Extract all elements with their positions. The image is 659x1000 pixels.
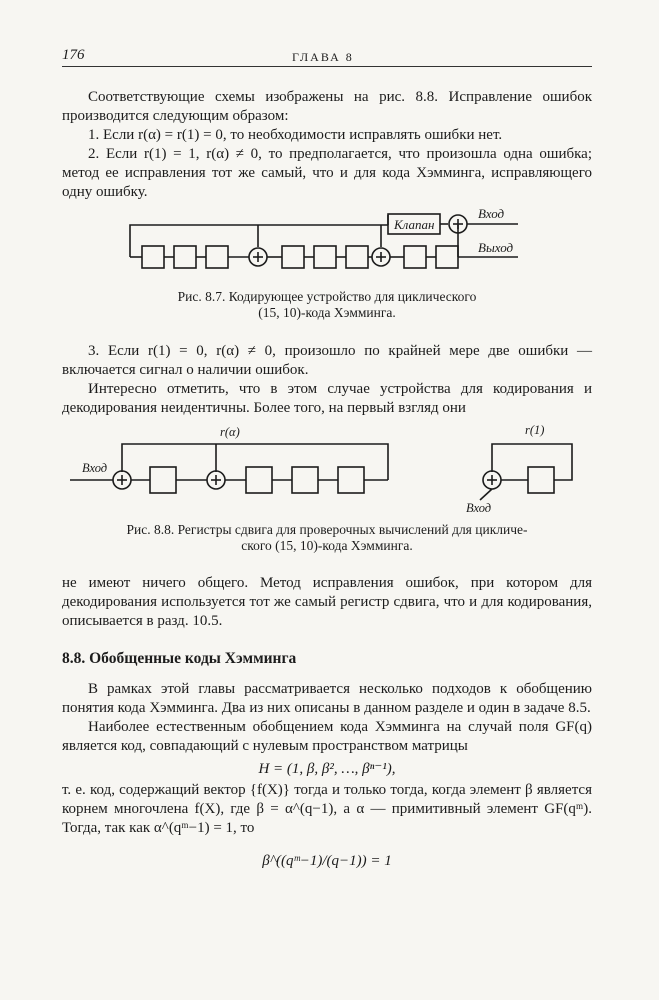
shift-register-cell <box>314 246 336 268</box>
left-feedback-loop <box>122 444 388 480</box>
shift-register-cell <box>150 467 176 493</box>
input-wire <box>480 489 492 500</box>
shift-register-cell <box>282 246 304 268</box>
middle-block <box>62 342 592 418</box>
caption-line: Рис. 8.7. Кодирующее устройство для циклического <box>177 289 477 304</box>
shift-register-cell <box>436 246 458 268</box>
paragraph: В рамках этой главы рассматривается несколько подходов к обобщению понятия кода Хэмминга. Два из них описаны в данном разделе и один в задаче 8.5. <box>62 681 592 716</box>
figure-8-8-caption <box>62 522 592 554</box>
caption-line: ского (15, 10)-кода Хэмминга. <box>241 538 413 553</box>
right-feedback-loop <box>492 444 572 480</box>
caption-line: (15, 10)-кода Хэмминга. <box>258 305 396 320</box>
shift-register-cell <box>246 467 272 493</box>
outer-feedback-loop <box>130 225 388 257</box>
header-rule <box>62 66 592 67</box>
figure-8-7-diagram <box>118 205 528 285</box>
caption-line: Рис. 8.8. Регистры сдвига для проверочных вычислений для цикличе- <box>126 522 528 537</box>
after-figure-block <box>62 574 592 631</box>
paragraph: не имеют ничего общего. Метод исправления ошибок, при котором для декодирования используется тот же самый регистр сдвига, что и для кодирования, описывается в разд. 10.5. <box>62 575 592 629</box>
shift-register-cell <box>346 246 368 268</box>
shift-register-cell <box>142 246 164 268</box>
running-title: ГЛАВА 8 <box>292 50 354 64</box>
valve-label: Клапан <box>394 217 435 232</box>
intro-paragraph: Соответствующие схемы изображены на рис. 8.8. Исправление ошибок производится следующим образом: <box>62 89 592 124</box>
shift-register-cell <box>528 467 554 493</box>
intro-block <box>62 88 592 202</box>
list-item-3: 3. Если r(1) = 0, r(α) ≠ 0, произошло по крайней мере две ошибки — включается сигнал о наличии ошибок. <box>62 343 592 378</box>
shift-register-cell <box>292 467 318 493</box>
section-block <box>62 680 592 871</box>
page-number: 176 <box>62 47 85 63</box>
figure-8-8-diagram <box>70 420 590 515</box>
shift-register-cell <box>174 246 196 268</box>
shift-register-cell <box>338 467 364 493</box>
input-label-right: Вход <box>466 501 492 515</box>
list-item-2: 2. Если r(1) = 1, r(α) ≠ 0, то предполагается, что произошла одна ошибка; метод ее исправления тот же самый, что и для кода Хэмминга, исправляющего одну ошибку. <box>62 146 592 200</box>
output-label: Выход <box>478 240 514 255</box>
final-formula: β^((qᵐ−1)/(q−1)) = 1 <box>262 853 392 869</box>
list-item-1: 1. Если r(α) = r(1) = 0, то необходимости исправлять ошибки нет. <box>88 127 503 143</box>
input-label: Вход <box>478 206 505 221</box>
label-r-one: r(1) <box>525 423 545 437</box>
middle-paragraph: Интересно отметить, что в этом случае устройства для кодирования и декодирования неидентичны. Более того, на первый взгляд они <box>62 381 592 416</box>
shift-register-cell <box>404 246 426 268</box>
label-r-alpha: r(α) <box>220 425 240 439</box>
input-label-left: Вход <box>82 461 108 475</box>
figure-8-7-caption <box>62 289 592 321</box>
paragraph: т. е. код, содержащий вектор {f(X)} тогда и только тогда, когда элемент β является корнем многочлена f(X), где β = α^(q−1), а α — примитивный элемент GF(qᵐ). Тогда, так как α^(qᵐ−1) = 1, то <box>62 782 592 836</box>
section-heading: 8.8. Обобщенные коды Хэмминга <box>62 650 297 667</box>
matrix-formula: H = (1, β, β², …, βⁿ⁻¹), <box>258 761 396 777</box>
paragraph: Наиболее естественным обобщением кода Хэмминга на случай поля GF(q) является код, совпадающий с нулевым пространством матрицы <box>62 719 592 754</box>
shift-register-cell <box>206 246 228 268</box>
